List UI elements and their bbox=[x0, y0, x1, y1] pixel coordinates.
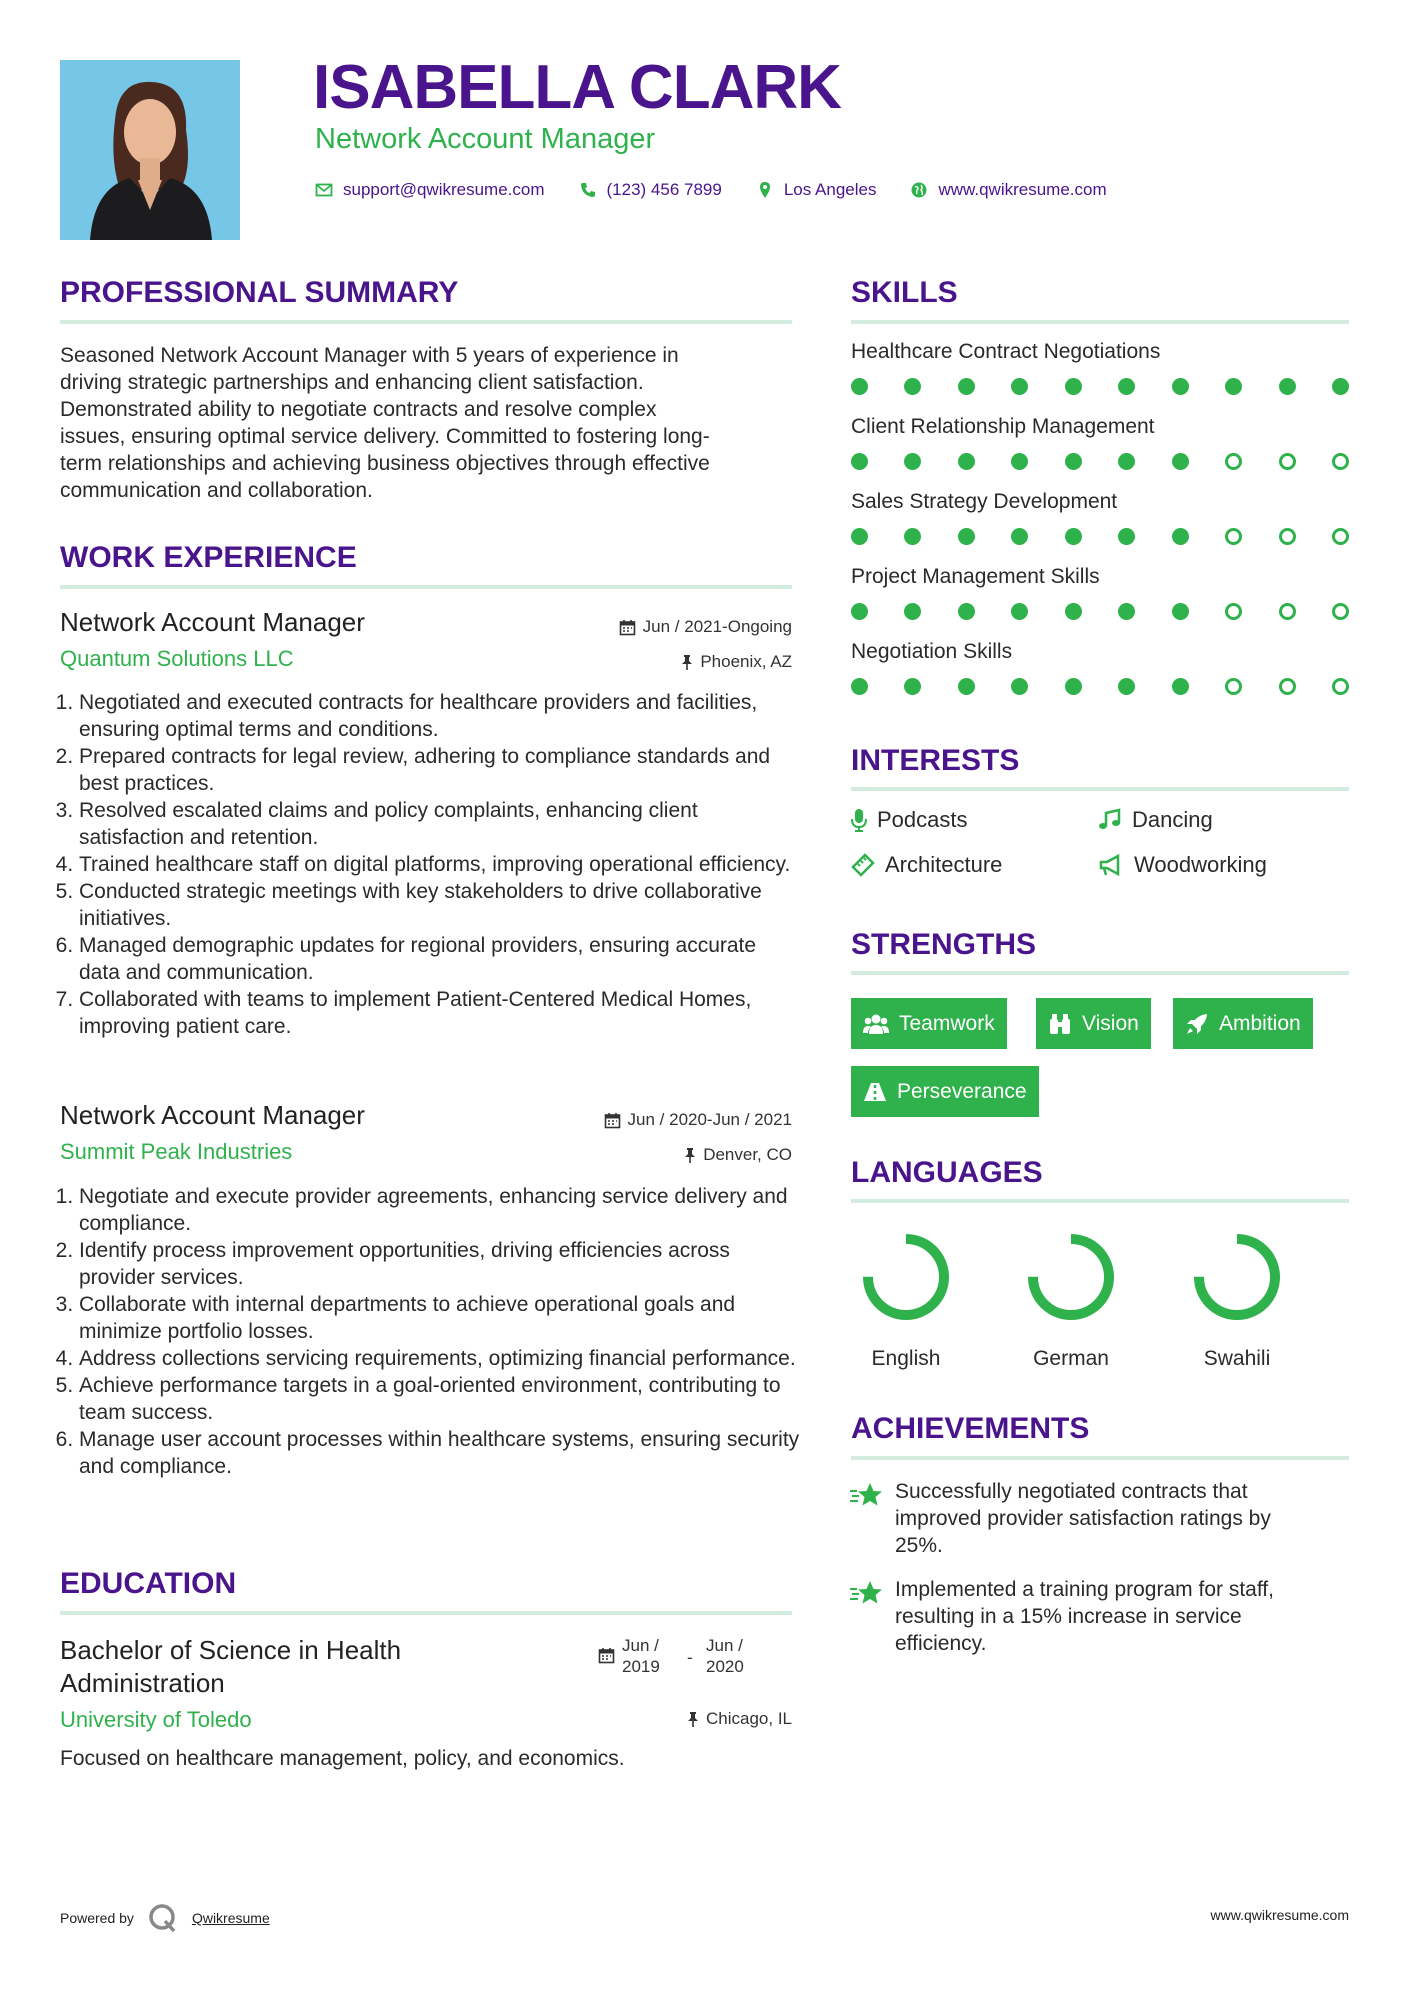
strength-label: Perseverance bbox=[897, 1079, 1027, 1103]
education-location-text: Chicago, IL bbox=[706, 1709, 792, 1728]
rating-dot-filled bbox=[904, 678, 921, 695]
achievement-item bbox=[849, 1478, 1271, 1559]
strength-badge bbox=[851, 998, 1007, 1049]
job-location-text: Phoenix, AZ bbox=[700, 652, 792, 671]
language-label: English bbox=[871, 1347, 941, 1370]
language-level-arc bbox=[868, 1239, 944, 1315]
microphone-icon bbox=[851, 808, 867, 832]
education-heading: EDUCATION bbox=[60, 1567, 237, 1600]
skill-label: Project Management Skills bbox=[851, 565, 1100, 588]
rating-dot-empty bbox=[1332, 603, 1349, 620]
skills-heading: SKILLS bbox=[851, 276, 958, 309]
rating-dot-filled bbox=[1279, 378, 1296, 395]
duty-item: 1. Negotiated and executed contracts for healthcare providers and facilities, ensuring optimal terms and conditions. bbox=[79, 689, 800, 743]
end-year: 2020 bbox=[706, 1657, 744, 1676]
education-location bbox=[687, 1709, 792, 1729]
degree-title bbox=[60, 1634, 401, 1700]
strength-label: Ambition bbox=[1219, 1011, 1301, 1035]
skill-rating bbox=[851, 378, 1349, 395]
skill-label: Negotiation Skills bbox=[851, 640, 1013, 663]
degree-line: Bachelor of Science in Health bbox=[60, 1635, 402, 1665]
skill-row bbox=[851, 565, 1349, 640]
phone-text[interactable]: (123) 456 7899 bbox=[606, 180, 722, 199]
job-dates-text: Jun / 2021-Ongoing bbox=[642, 617, 792, 636]
summary-divider bbox=[60, 320, 792, 324]
rating-dot-filled bbox=[1065, 678, 1082, 695]
interest-item bbox=[1098, 852, 1267, 878]
job-company: Summit Peak Industries bbox=[60, 1139, 293, 1164]
strength-badge bbox=[1036, 998, 1151, 1049]
summary-line: driving strategic partnerships and enhancing client satisfaction. bbox=[60, 371, 644, 394]
duty-item: 7. Collaborated with teams to implement Patient-Centered Medical Homes, improving patient care. bbox=[79, 986, 800, 1040]
start-year: 2019 bbox=[622, 1657, 660, 1676]
rating-dot-filled bbox=[1065, 603, 1082, 620]
achievement-line: improved provider satisfaction ratings by bbox=[895, 1507, 1271, 1530]
rating-dot-filled bbox=[958, 453, 975, 470]
interest-label: Dancing bbox=[1132, 807, 1213, 832]
duty-item: 6. Manage user account processes within healthcare systems, ensuring security and compliance. bbox=[79, 1426, 800, 1480]
rating-dot-filled bbox=[1118, 378, 1135, 395]
rating-dot-filled bbox=[1118, 453, 1135, 470]
rating-dot-filled bbox=[1225, 378, 1242, 395]
rating-dot-filled bbox=[1065, 453, 1082, 470]
qwikresume-logo-icon bbox=[148, 1903, 178, 1933]
languages-list bbox=[851, 1222, 1349, 1372]
rating-dot-filled bbox=[1118, 678, 1135, 695]
language-level-arc bbox=[1199, 1239, 1275, 1315]
job-dates-text: Jun / 2020-Jun / 2021 bbox=[627, 1110, 792, 1129]
rating-dot-empty bbox=[1279, 603, 1296, 620]
rating-dot-filled bbox=[1011, 528, 1028, 545]
rating-dot-empty bbox=[1332, 678, 1349, 695]
strength-badge bbox=[1173, 998, 1313, 1049]
summary-line: term relationships and achieving business objectives through effective bbox=[60, 452, 710, 475]
duty-item: 5. Conducted strategic meetings with key stakeholders to drive collaborative initiatives. bbox=[79, 878, 800, 932]
rating-dot-filled bbox=[958, 528, 975, 545]
star-icon bbox=[849, 1481, 883, 1511]
interest-label: Architecture bbox=[885, 852, 1003, 877]
duty-item: 1. Negotiate and execute provider agreements, enhancing service delivery and compliance. bbox=[79, 1183, 800, 1237]
summary-line: Demonstrated ability to negotiate contracts and resolve complex bbox=[60, 398, 657, 421]
skill-row bbox=[851, 490, 1349, 565]
duty-item: 5. Achieve performance targets in a goal-oriented environment, contributing to team success. bbox=[79, 1372, 800, 1426]
job-duties bbox=[60, 689, 800, 1040]
interest-item bbox=[1098, 807, 1213, 833]
job-location bbox=[681, 652, 792, 672]
achievement-item bbox=[849, 1576, 1274, 1657]
rating-dot-empty bbox=[1225, 678, 1242, 695]
skill-row bbox=[851, 415, 1349, 490]
language-proficiency-ring bbox=[1016, 1222, 1126, 1332]
rating-dot-filled bbox=[1011, 453, 1028, 470]
languages-heading: LANGUAGES bbox=[851, 1156, 1043, 1189]
school-name: University of Toledo bbox=[60, 1707, 252, 1732]
rating-dot-filled bbox=[904, 453, 921, 470]
summary-line: issues, ensuring optimal service delivery. Committed to fostering long- bbox=[60, 425, 710, 448]
calendar-icon bbox=[619, 619, 636, 636]
rating-dot-empty bbox=[1332, 528, 1349, 545]
footer-site-link[interactable]: www.qwikresume.com bbox=[1210, 1907, 1349, 1923]
strength-badge bbox=[851, 1066, 1039, 1117]
binoculars-icon bbox=[1048, 1013, 1072, 1035]
rating-dot-filled bbox=[1172, 603, 1189, 620]
rating-dot-filled bbox=[851, 378, 868, 395]
rating-dot-filled bbox=[958, 678, 975, 695]
megaphone-icon bbox=[1098, 853, 1124, 877]
achievement-line: Successfully negotiated contracts that bbox=[895, 1480, 1248, 1503]
achievement-line: efficiency. bbox=[895, 1632, 987, 1655]
rating-dot-filled bbox=[904, 603, 921, 620]
strengths-divider bbox=[851, 971, 1349, 975]
experience-heading: WORK EXPERIENCE bbox=[60, 541, 357, 574]
skill-label: Client Relationship Management bbox=[851, 415, 1155, 438]
duty-item: 6. Managed demographic updates for regional providers, ensuring accurate data and communication. bbox=[79, 932, 800, 986]
rating-dot-filled bbox=[1118, 603, 1135, 620]
skill-label: Healthcare Contract Negotiations bbox=[851, 340, 1161, 363]
job-location bbox=[684, 1145, 792, 1165]
music-note-icon bbox=[1098, 808, 1122, 832]
users-icon bbox=[863, 1013, 889, 1035]
strengths-heading: STRENGTHS bbox=[851, 928, 1037, 961]
duty-item: 2. Identify process improvement opportunities, driving efficiencies across provider services. bbox=[79, 1237, 800, 1291]
rating-dot-empty bbox=[1225, 528, 1242, 545]
skill-rating bbox=[851, 453, 1349, 470]
rating-dot-filled bbox=[1172, 678, 1189, 695]
envelope-icon bbox=[315, 181, 333, 199]
rating-dot-filled bbox=[851, 603, 868, 620]
rating-dot-filled bbox=[1065, 378, 1082, 395]
rating-dot-empty bbox=[1332, 453, 1349, 470]
duty-item: 3. Resolved escalated claims and policy complaints, enhancing client satisfaction and retention. bbox=[79, 797, 800, 851]
rating-dot-filled bbox=[958, 378, 975, 395]
achievement-line: resulting in a 15% increase in service bbox=[895, 1605, 1242, 1628]
education-divider bbox=[60, 1611, 792, 1615]
experience-divider bbox=[60, 585, 792, 589]
summary-line: communication and collaboration. bbox=[60, 479, 373, 502]
interest-item bbox=[851, 852, 1002, 878]
rating-dot-empty bbox=[1279, 453, 1296, 470]
rating-dot-filled bbox=[958, 603, 975, 620]
language-proficiency-ring bbox=[1182, 1222, 1292, 1332]
calendar-icon bbox=[604, 1112, 621, 1129]
rating-dot-filled bbox=[1118, 528, 1135, 545]
skill-row bbox=[851, 340, 1349, 415]
rating-dot-filled bbox=[1011, 378, 1028, 395]
powered-by-text: Powered by bbox=[60, 1910, 134, 1926]
interest-item bbox=[851, 807, 968, 833]
summary-text bbox=[60, 342, 800, 504]
languages-divider bbox=[851, 1199, 1349, 1203]
skill-rating bbox=[851, 603, 1349, 620]
achievements-heading: ACHIEVEMENTS bbox=[851, 1412, 1090, 1445]
skill-row bbox=[851, 640, 1349, 715]
pin-icon bbox=[687, 1711, 699, 1728]
job-duties bbox=[60, 1183, 800, 1480]
ruler-icon bbox=[851, 853, 875, 877]
education-description: Focused on healthcare management, policy, and economics. bbox=[60, 1747, 625, 1770]
skill-label: Sales Strategy Development bbox=[851, 490, 1118, 513]
rocket-icon bbox=[1185, 1012, 1209, 1036]
road-icon bbox=[863, 1082, 887, 1102]
email-link[interactable]: support@qwikresume.com bbox=[343, 180, 545, 199]
brand-link[interactable]: Qwikresume bbox=[191, 1910, 270, 1926]
rating-dot-filled bbox=[851, 678, 868, 695]
rating-dot-filled bbox=[851, 528, 868, 545]
interests-heading: INTERESTS bbox=[851, 744, 1020, 777]
rating-dot-filled bbox=[1172, 528, 1189, 545]
contact-bar bbox=[315, 180, 1107, 200]
language-proficiency-ring bbox=[851, 1222, 961, 1332]
job-dates bbox=[604, 1110, 792, 1130]
summary-line: Seasoned Network Account Manager with 5 years of experience in bbox=[60, 344, 679, 367]
language-item bbox=[1016, 1222, 1126, 1371]
achievement-line: Implemented a training program for staff, bbox=[895, 1578, 1274, 1601]
star-icon bbox=[849, 1579, 883, 1609]
profile-photo bbox=[60, 60, 240, 240]
language-item bbox=[851, 1222, 961, 1371]
pin-icon bbox=[684, 1147, 696, 1164]
rating-dot-empty bbox=[1279, 528, 1296, 545]
skills-list bbox=[851, 340, 1349, 715]
strength-label: Teamwork bbox=[899, 1011, 995, 1035]
duty-item: 2. Prepared contracts for legal review, adhering to compliance standards and best practices. bbox=[79, 743, 800, 797]
rating-dot-filled bbox=[904, 528, 921, 545]
job-location-text: Denver, CO bbox=[703, 1145, 792, 1164]
interests-divider bbox=[851, 787, 1349, 791]
rating-dot-filled bbox=[1065, 528, 1082, 545]
duty-item: 3. Collaborate with internal departments to achieve operational goals and minimize portfolio losses. bbox=[79, 1291, 800, 1345]
job-role: Network Account Manager bbox=[60, 607, 365, 637]
skill-rating bbox=[851, 528, 1349, 545]
start-month: Jun / bbox=[622, 1636, 659, 1655]
interest-label: Podcasts bbox=[877, 807, 968, 832]
calendar-icon bbox=[598, 1647, 615, 1664]
job-role: Network Account Manager bbox=[60, 1100, 365, 1130]
language-label: Swahili bbox=[1203, 1347, 1271, 1370]
education-dates: Jun / 2019 - Jun / 2020 bbox=[598, 1635, 764, 1677]
rating-dot-empty bbox=[1225, 453, 1242, 470]
duty-item: 4. Trained healthcare staff on digital platforms, improving operational efficiency. bbox=[79, 851, 800, 878]
end-month: Jun / bbox=[706, 1636, 743, 1655]
pin-icon bbox=[681, 654, 693, 671]
summary-heading: PROFESSIONAL SUMMARY bbox=[60, 276, 459, 309]
rating-dot-filled bbox=[1011, 603, 1028, 620]
footer-powered bbox=[60, 1903, 270, 1933]
rating-dot-empty bbox=[1279, 678, 1296, 695]
job-company: Quantum Solutions LLC bbox=[60, 646, 294, 671]
rating-dot-filled bbox=[904, 378, 921, 395]
language-item bbox=[1182, 1222, 1292, 1371]
rating-dot-filled bbox=[1332, 378, 1349, 395]
job-dates bbox=[619, 617, 792, 637]
language-level-arc bbox=[1033, 1239, 1109, 1315]
portrait-image bbox=[60, 60, 240, 240]
rating-dot-filled bbox=[1172, 378, 1189, 395]
achievement-line: 25%. bbox=[895, 1534, 943, 1557]
language-label: German bbox=[1033, 1347, 1109, 1370]
globe-icon bbox=[910, 181, 928, 199]
rating-dot-empty bbox=[1225, 603, 1242, 620]
candidate-title: Network Account Manager bbox=[315, 123, 656, 155]
website-link[interactable]: www.qwikresume.com bbox=[938, 180, 1107, 199]
phone-icon bbox=[579, 181, 597, 199]
skills-divider bbox=[851, 320, 1349, 324]
achievements-divider bbox=[851, 1456, 1349, 1460]
location-text: Los Angeles bbox=[783, 180, 877, 199]
rating-dot-filled bbox=[851, 453, 868, 470]
interest-label: Woodworking bbox=[1134, 852, 1267, 877]
candidate-name: ISABELLA CLARK bbox=[313, 53, 841, 122]
duty-item: 4. Address collections servicing requirements, optimizing financial performance. bbox=[79, 1345, 800, 1372]
strength-label: Vision bbox=[1082, 1011, 1139, 1035]
rating-dot-filled bbox=[1172, 453, 1189, 470]
map-marker-icon bbox=[756, 181, 774, 199]
rating-dot-filled bbox=[1011, 678, 1028, 695]
degree-line: Administration bbox=[60, 1668, 225, 1698]
skill-rating bbox=[851, 678, 1349, 695]
